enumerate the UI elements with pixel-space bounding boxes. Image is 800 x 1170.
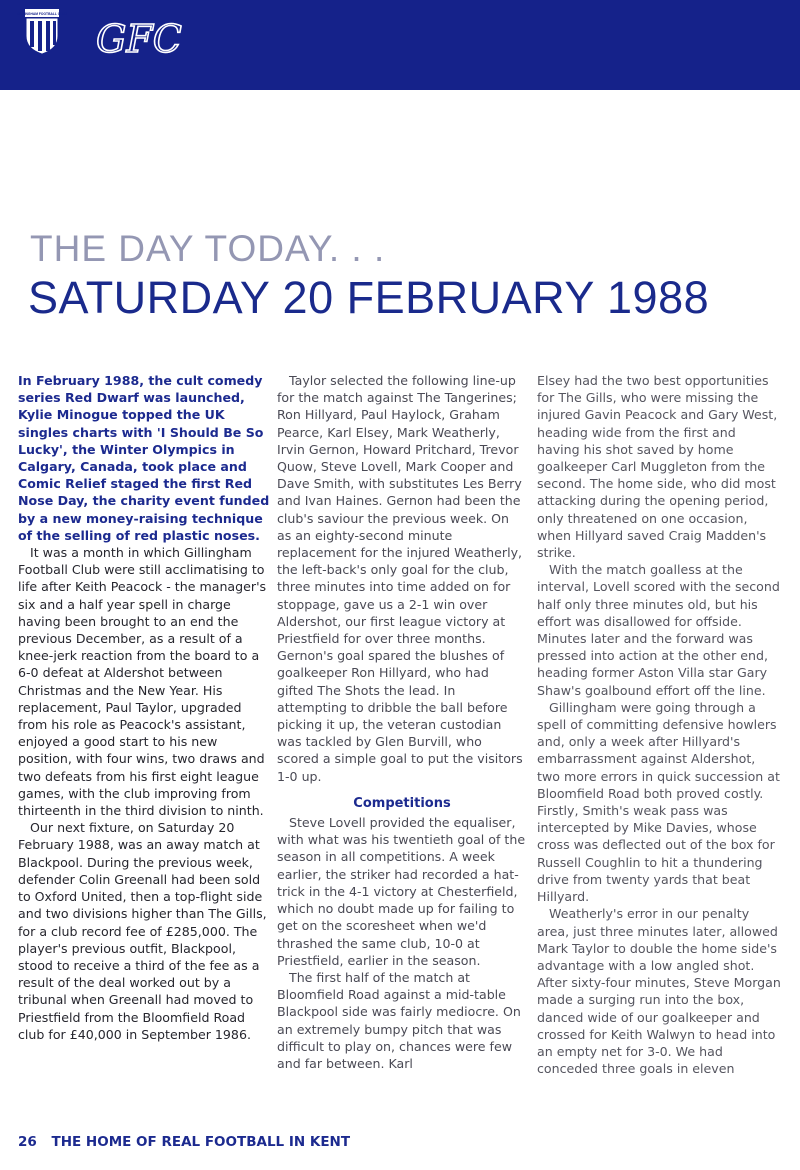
body-paragraph: Steve Lovell provided the equaliser, with what was his twentieth goal of the season in all competitions. A week earlier, the striker had recorded a hat-trick in the 4-1 victory at Chesterfield, which no doubt made up for failing to get on the scoresheet when we'd thrashed the same club, 10-0 at Priestfield, earlier in the season.: [277, 815, 526, 968]
body-paragraph: Weatherly's error in our penalty area, just three minutes later, allowed Mark Taylor to double the home side's advantage with a low angled shot. After sixty-four minutes, Steve Morgan made a surging run into the box, danced wide of our goalkeeper and crossed for Keith Walwyn to head into an empty net for 3-0. We had conceded three goals in eleven: [537, 906, 781, 1077]
body-paragraph: Elsey had the two best opportunities for The Gills, who were missing the injured Gavin Peacock and Gary West, heading wide from the first and having his shot saved by home goalkeeper Carl Muggleton from the second. The home side, who did most attacking during the opening period, only threatened on one occasion, when Hillyard saved Craig Madden's strike.: [537, 373, 778, 561]
svg-text:GFC: GFC: [96, 17, 182, 61]
text-column-2: [277, 372, 527, 1072]
page-footer: [18, 1134, 350, 1150]
section-subhead: Competitions: [353, 795, 451, 811]
header-banner: [0, 0, 800, 90]
body-paragraph: The first half of the match at Bloomfield Road against a mid-table Blackpool side was fairly mediocre. On an extremely bumpy pitch that was difficult to play on, chances were few and far between. Karl: [277, 969, 521, 1071]
body-paragraph: It was a month in which Gillingham Football Club were still acclimatising to life after Keith Peacock - the manager's six and a half year spell in charge having been brought to an end the previous December, as a result of a knee-jerk reaction from the board to a 6-0 defeat at Aldershot between Christmas and the New Year. His replacement, Paul Taylor, upgraded from his role as Peacock's assistant, enjoyed a good start to his new position, with four wins, two draws and two defeats from his first eight league games, with the club improving from thirteenth in the third division to ninth.: [18, 545, 267, 819]
body-paragraph: Gillingham were going through a spell of committing defensive howlers and, only a week after Hillyard's embarrassment against Aldershot, two more errors in quick succession at Bloomfield Road both proved costly. Firstly, Smith's weak pass was intercepted by Mike Davies, whose cross was deflected out of the box for Russell Coughlin to hit a thundering drive from twenty yards that beat Hillyard.: [537, 699, 780, 905]
page-number: 26: [18, 1134, 37, 1150]
svg-text:GILLINGHAM FOOTBALL CLUB: GILLINGHAM FOOTBALL CLUB: [17, 12, 67, 16]
footer-tagline: THE HOME OF REAL FOOTBALL IN KENT: [51, 1134, 351, 1150]
club-crest-logo: [17, 8, 67, 54]
text-column-1: [18, 372, 270, 1043]
intro-paragraph: In February 1988, the cult comedy series Red Dwarf was launched, Kylie Minogue topped the UK singles charts with 'I Should Be So Lucky', the Winter Olympics in Calgary, Canada, took place and Comic Relief staged the first Red Nose Day, the charity event funded by a new money-raising technique of the selling of red plastic noses.: [18, 373, 270, 543]
gfc-monogram-logo: [92, 8, 182, 68]
text-column-3: [537, 372, 782, 1077]
article-headline: SATURDAY 20 FEBRUARY 1988: [28, 272, 710, 323]
body-paragraph: Our next fixture, on Saturday 20 February 1988, was an away match at Blackpool. During the previous week, defender Colin Greenall had been sold to Oxford United, then a top-flight side and two divisions higher than The Gills, for a club record fee of £285,000. The player's previous outfit, Blackpool, stood to receive a third of the fee as a result of the deal worked out by a tribunal when Greenall had moved to Priestfield from the Bloomfield Road club for £40,000 in September 1986.: [18, 820, 267, 1042]
article-kicker: THE DAY TODAY. . .: [30, 228, 386, 269]
body-paragraph: Taylor selected the following line-up for the match against The Tangerines; Ron Hillyard, Paul Haylock, Graham Pearce, Karl Elsey, Mark Weatherly, Irvin Gernon, Howard Pritchard, Trevor Quow, Steve Lovell, Mark Cooper and Dave Smith, with substitutes Les Berry and Ivan Haines. Gernon had been the club's saviour the previous week. On as an eighty-second minute replacement for the injured Weatherly, the left-back's only goal for the club, three minutes into time added on for stoppage, gave us a 2-1 win over Aldershot, our first league victory at Priestfield for over three months. Gernon's goal spared the blushes of goalkeeper Ron Hillyard, who had gifted The Shots the lead. In attempting to dribble the ball before picking it up, the veteran custodian was tackled by Glen Burvill, who scored a simple goal to put the visitors 1-0 up.: [277, 373, 523, 784]
body-paragraph: With the match goalless at the interval, Lovell scored with the second half only three minutes old, but his effort was disallowed for offside. Minutes later and the forward was pressed into action at the other end, heading former Aston Villa star Gary Shaw's goalbound effort off the line.: [537, 562, 780, 698]
